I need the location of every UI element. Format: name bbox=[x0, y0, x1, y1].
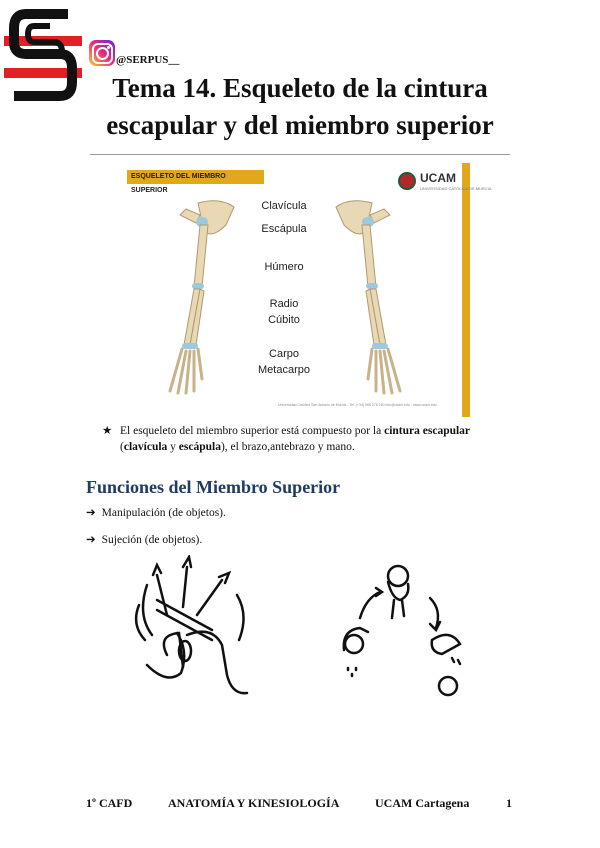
bullet-text-part: ( bbox=[120, 441, 124, 453]
footer-course: 1º CAFD bbox=[86, 796, 133, 810]
figure-credit: Universidad Católica San Antonio de Murcia - Tel. (+34) 968 278 160 info@ucam.edu - www.ucam.edu bbox=[278, 403, 437, 407]
instagram-icon[interactable] bbox=[89, 40, 115, 66]
label-escapula: Escápula bbox=[261, 223, 307, 235]
footer-subject: ANATOMÍA Y KINESIOLOGÍA bbox=[168, 796, 340, 810]
title-line-1: Tema 14. Esqueleto de la cintura bbox=[112, 73, 488, 103]
bullet-bold-escapula: escápula bbox=[178, 441, 221, 453]
arrow-right-icon: ➔ bbox=[86, 534, 96, 546]
title-line-2: escapular y del miembro superior bbox=[106, 110, 494, 140]
title-divider bbox=[90, 154, 510, 155]
label-carpo: Carpo bbox=[269, 348, 299, 360]
ucam-logo-subtitle: UNIVERSIDAD CATÓLICA DE MURCIA bbox=[420, 186, 492, 191]
footer-campus: UCAM Cartagena bbox=[375, 796, 470, 810]
function-item-manipulation bbox=[86, 505, 226, 519]
bullet-text bbox=[104, 423, 504, 455]
page-number: 1 bbox=[506, 796, 512, 810]
label-radio: Radio bbox=[269, 298, 299, 310]
label-metacarpo: Metacarpo bbox=[258, 364, 310, 376]
social-handle[interactable]: @SERPUS__ bbox=[116, 54, 180, 66]
left-arm-skeleton-illustration bbox=[160, 195, 240, 395]
star-bullet-icon: ★ bbox=[102, 425, 113, 437]
hand-manipulating-pencils-illustration bbox=[127, 555, 257, 700]
ucam-seal-icon bbox=[398, 172, 416, 190]
bullet-text-part: ), el brazo,antebrazo y mano. bbox=[220, 441, 355, 453]
composition-bullet bbox=[104, 423, 504, 455]
function-text: Sujeción (de objetos). bbox=[101, 534, 203, 546]
bullet-bold-cintura: cintura escapular bbox=[384, 425, 471, 437]
figure-accent-bar bbox=[462, 163, 470, 417]
page-title bbox=[40, 70, 560, 144]
bullet-text-part: y bbox=[167, 441, 179, 453]
juggling-hands-illustration bbox=[330, 558, 470, 698]
function-text: Manipulación (de objetos). bbox=[101, 507, 226, 519]
bullet-bold-clavicula: clavícula bbox=[123, 441, 168, 453]
label-humero: Húmero bbox=[264, 261, 304, 273]
right-arm-skeleton-illustration bbox=[330, 195, 410, 395]
bullet-text-part: El esqueleto del miembro superior está compuesto por la bbox=[120, 425, 385, 437]
label-cubito: Cúbito bbox=[268, 314, 300, 326]
function-item-grip bbox=[86, 532, 202, 546]
label-clavicula: Clavícula bbox=[261, 200, 307, 212]
ucam-logo-text: UCAM bbox=[420, 171, 456, 185]
section-heading: Funciones del Miembro Superior bbox=[86, 477, 341, 497]
arrow-right-icon: ➔ bbox=[86, 507, 96, 519]
figure-header: ESQUELETO DEL MIEMBRO SUPERIOR bbox=[127, 170, 264, 184]
